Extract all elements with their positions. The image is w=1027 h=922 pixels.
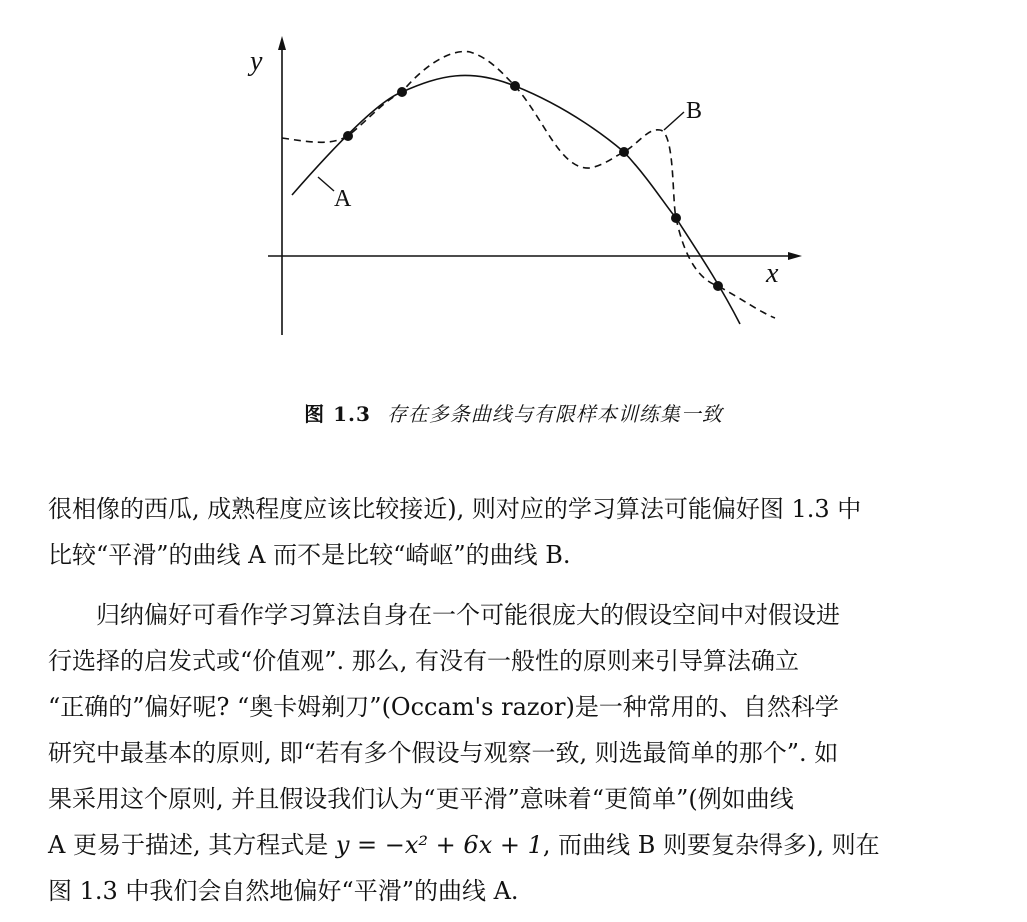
- text-line: 果采用这个原则, 并且假设我们认为“更平滑”意味着“更简单”(例如曲线: [48, 785, 794, 813]
- curve-b-leader: [664, 112, 684, 130]
- sample-point: [397, 87, 407, 97]
- line-text: A 更易于描述, 其方程式是: [48, 831, 336, 859]
- y-axis-label: y: [250, 46, 263, 77]
- paragraph-2: [48, 592, 998, 914]
- x-axis-arrow: [788, 252, 802, 260]
- text-line: 归纳偏好可看作学习算法自身在一个可能很庞大的假设空间中对假设进: [96, 601, 840, 629]
- sample-point: [619, 147, 629, 157]
- figure-caption: [0, 398, 1027, 427]
- y-axis-arrow: [278, 36, 286, 50]
- x-axis-label: x: [766, 258, 779, 289]
- text-line: 行选择的启发式或“价值观”. 那么, 有没有一般性的原则来引导算法确立: [48, 647, 800, 675]
- text-line: 研究中最基本的原则, 即“若有多个假设与观察一致, 则选最简单的那个”. 如: [48, 739, 839, 767]
- curve-a: [292, 75, 740, 324]
- sample-point: [713, 281, 723, 291]
- sample-point: [510, 81, 520, 91]
- sample-point: [343, 131, 353, 141]
- curve-a-leader: [318, 177, 334, 191]
- text-line: 图 1.3 中我们会自然地偏好“平滑”的曲线 A.: [48, 877, 519, 905]
- text-line-equation: [48, 822, 998, 868]
- curve-a-label: A: [334, 186, 352, 212]
- figure-number: 图 1.3: [304, 402, 371, 426]
- text-line: 很相像的西瓜, 成熟程度应该比较接近), 则对应的学习算法可能偏好图 1.3 中: [48, 495, 862, 523]
- figure-caption-text: 存在多条曲线与有限样本训练集一致: [386, 402, 723, 426]
- line-text-tail: , 而曲线 B 则要复杂得多), 则在: [542, 831, 880, 859]
- curve-b-label: B: [686, 98, 703, 124]
- figure-svg: [0, 0, 1027, 360]
- paragraph-1: [48, 486, 998, 578]
- text-line: “正确的”偏好呢? “奥卡姆剃刀”(Occam's razor)是一种常用的、自然科学: [48, 693, 839, 721]
- figure-1-3: [0, 0, 1027, 360]
- equation-a: y = −x² + 6x + 1: [335, 831, 543, 859]
- sample-point: [671, 213, 681, 223]
- text-line: 比较“平滑”的曲线 A 而不是比较“崎岖”的曲线 B.: [48, 541, 571, 569]
